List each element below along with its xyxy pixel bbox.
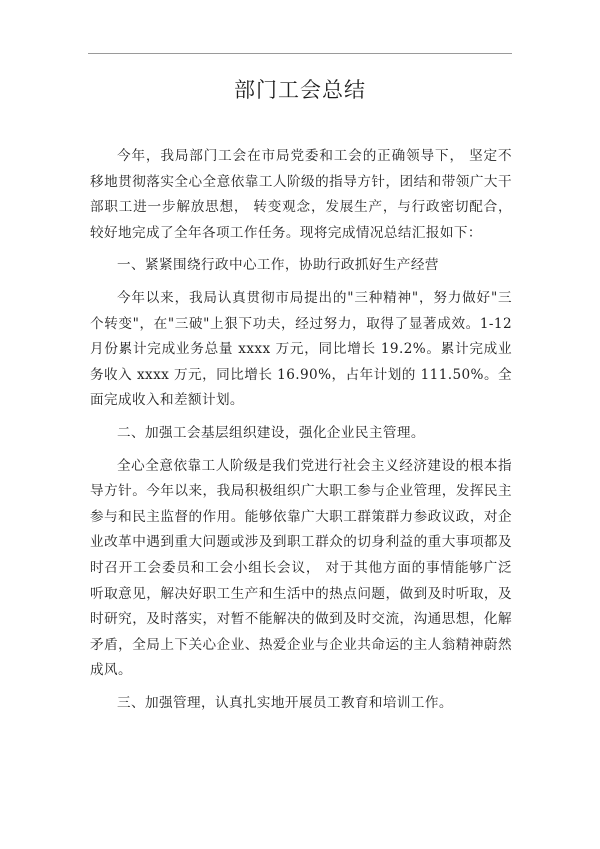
document-title: 部门工会总结 — [234, 78, 366, 102]
section-heading-3: 三、加强管理，认真扎实地开展员工教育和培训工作。 — [117, 694, 453, 711]
section-2-paragraph: 全心全意依靠工人阶级是我们党进行社会主义经济建设的根本指导方针。今年以来，我局积极组织广大职工参与企业管理，发挥民主参与和民主监督的作用。能够依靠广大职工群策群力参政议政，对企业改革中遇到重大问题或涉及到职工群众的切身利益的重大事项都及时召开工会委员和工会小组长会议， 对于其他方面的事情能够广泛听取意见，解决好职工生产和生活中的热点问题，做到及时听取，及时研究，及时落实，对暂不能解决的做到及时交流，沟通思想，化解矛盾，全局上下关心企业、热爱企业与企业共命运的主人翁精神蔚然成风。 — [90, 457, 512, 679]
section-heading-2: 二、加强工会基层组织建设，强化企业民主管理。 — [117, 424, 425, 441]
intro-paragraph: 今年，我局部门工会在市局党委和工会的正确领导下， 坚定不移地贯彻落实全心全意依靠工人阶级的指导方针，团结和带领广大干部职工进一步解放思想， 转变观念，发展生产，与行政密切配合， 较好地完成了全年各项工作任务。现将完成情况总结汇报如下： — [90, 148, 512, 241]
header-rule — [88, 53, 512, 54]
section-1-paragraph: 今年以来，我局认真贯彻市局提出的"三种精神"，努力做好"三个转变"，在"三破"上狠下功夫，经过努力，取得了显著成效。1-12 月份累计完成业务总量 xxxx 万元，同比增长 19.2%。累计完成业务收入 xxxx 万元，同比增长 16.90%，占年计划的 111.50%。全面完成收入和差额计划。 — [90, 289, 512, 409]
section-heading-1: 一、紧紧围绕行政中心工作，协助行政抓好生产经营 — [117, 257, 439, 274]
document-body — [90, 144, 512, 723]
